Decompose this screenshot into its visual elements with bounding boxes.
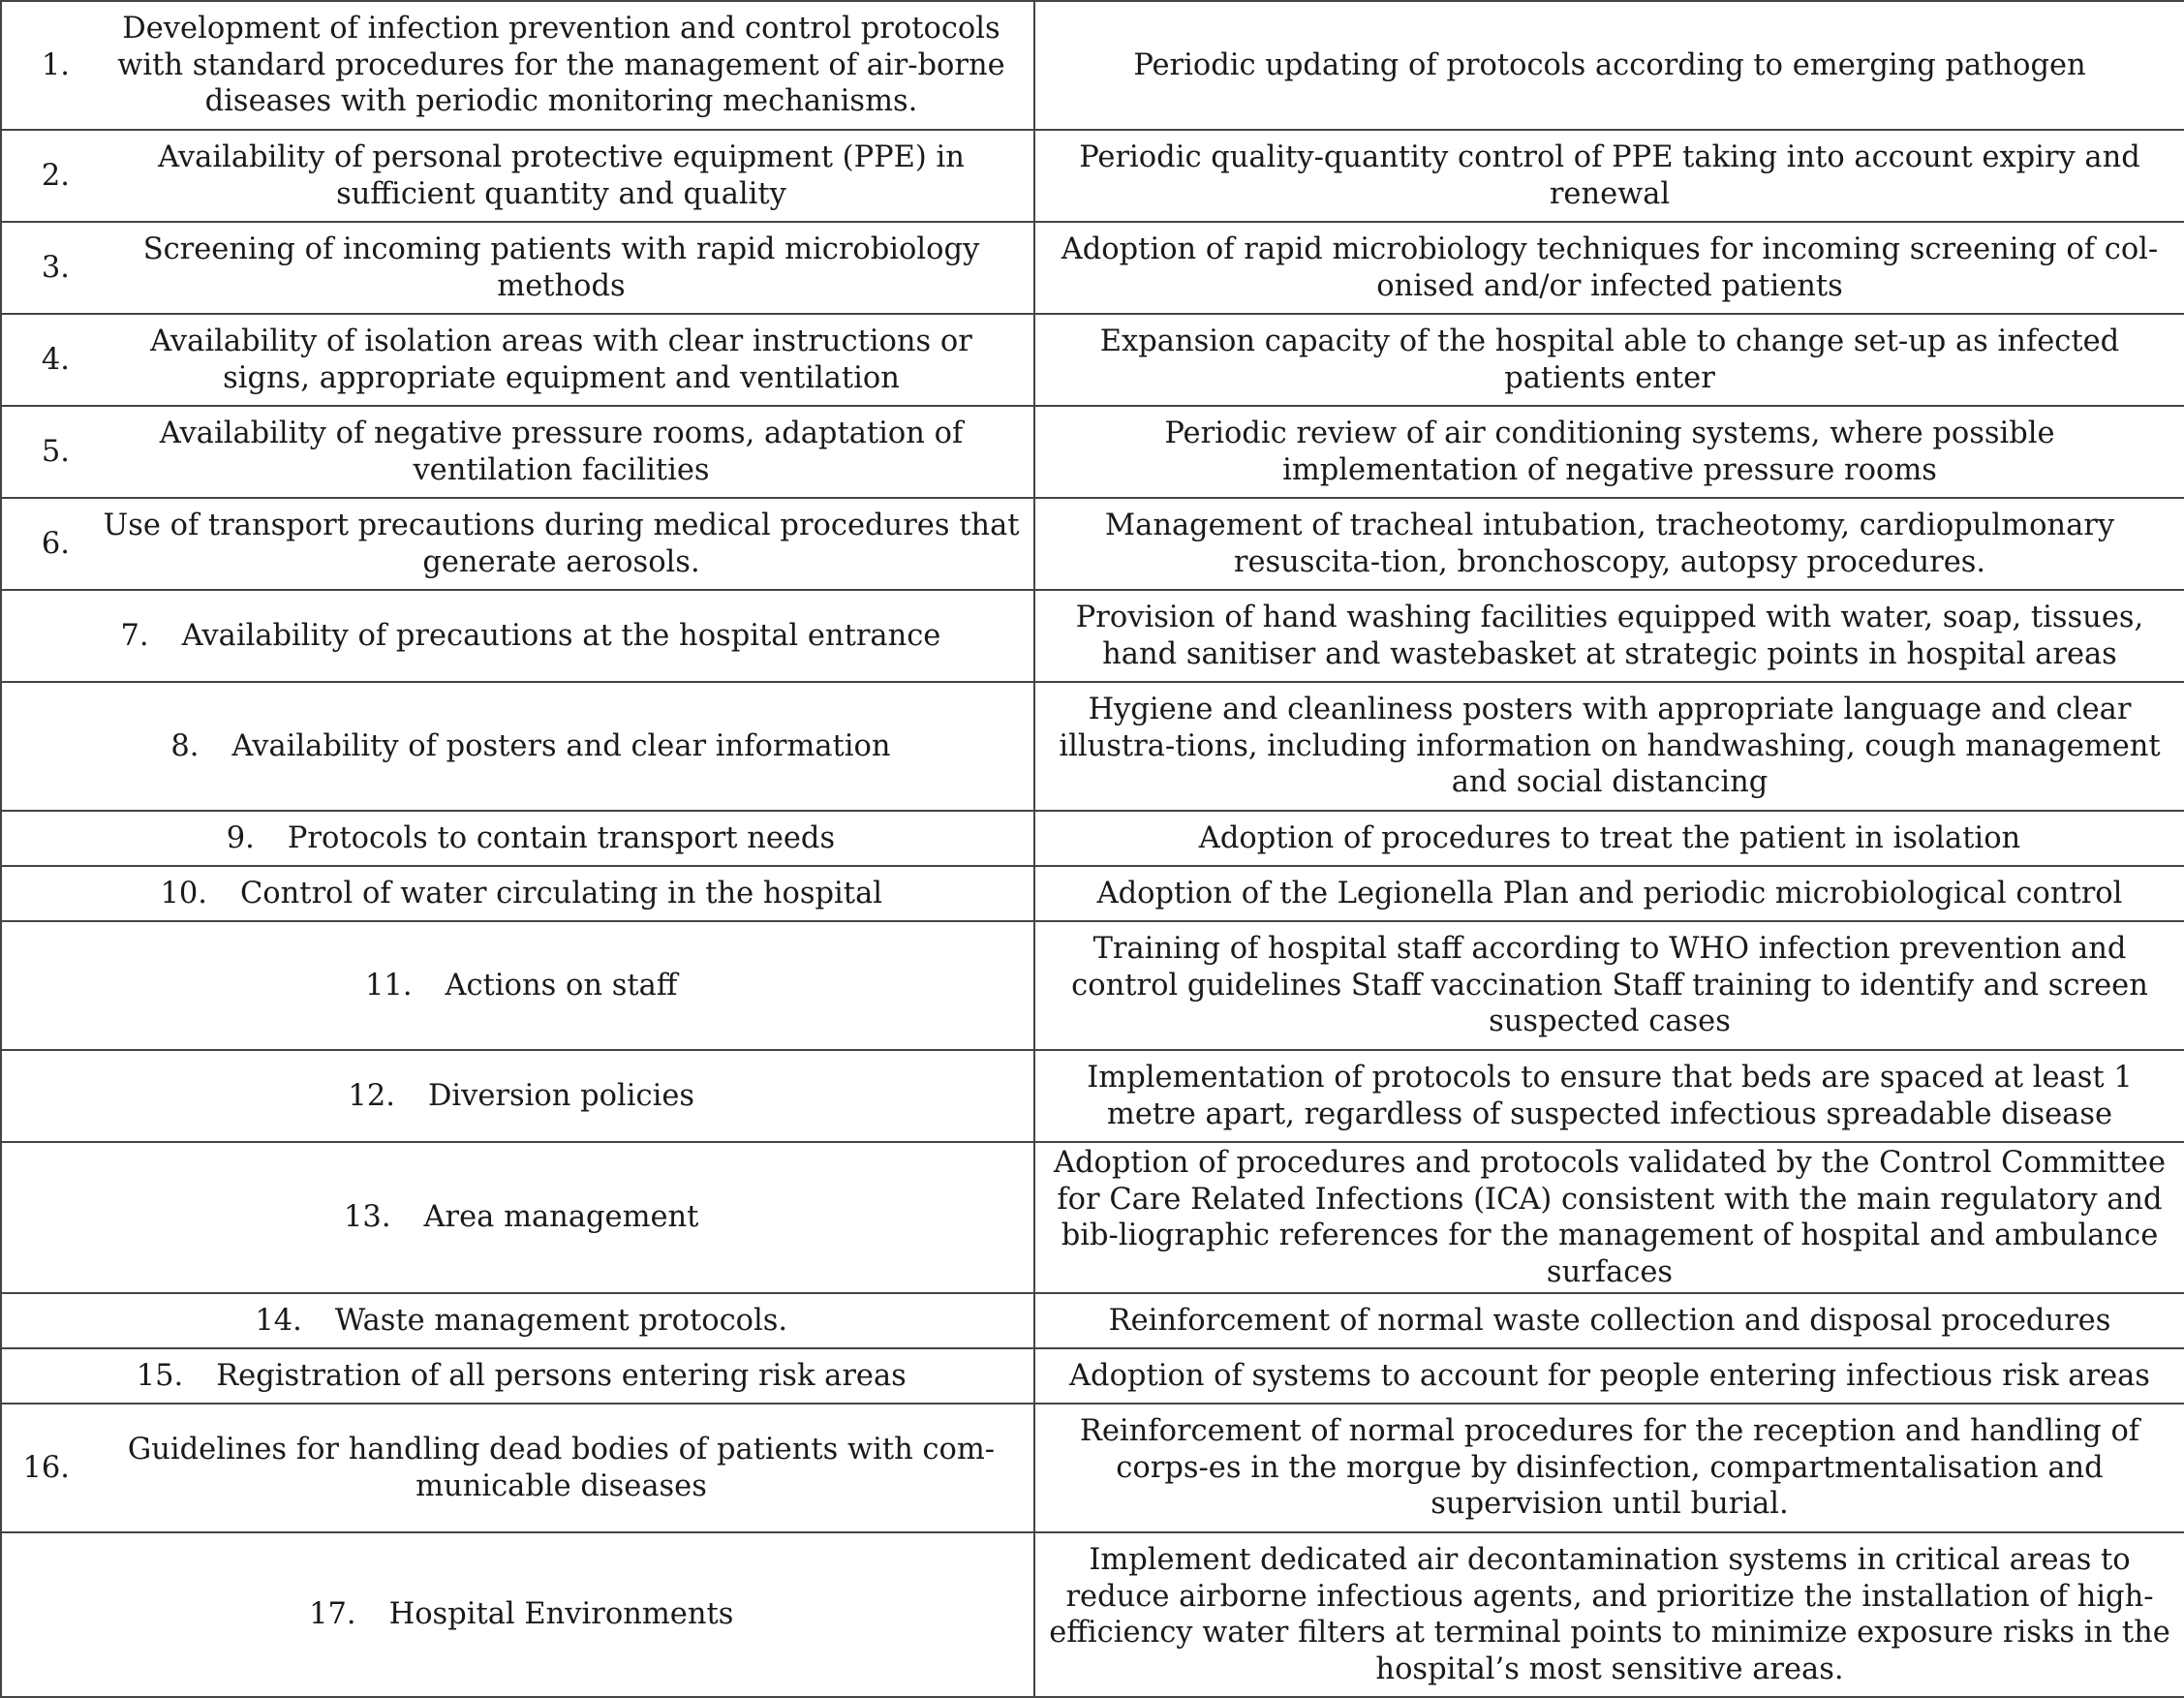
table-row: [1, 222, 2184, 314]
row-number: 6.: [41, 526, 70, 561]
row-number: 11.: [365, 968, 413, 1003]
requirement-cell: [1, 1, 1034, 130]
requirement-cell: [1, 811, 1034, 866]
table-row: [1, 1, 2184, 130]
row-number: 17.: [309, 1597, 356, 1632]
action-cell: Adoption of the Legionella Plan and periodic microbiological control: [1034, 866, 2184, 921]
requirement-cell: [1, 590, 1034, 682]
row-number: 9.: [226, 820, 255, 855]
table-row: [1, 1142, 2184, 1293]
requirement-text: Waste management protocols.: [334, 1303, 788, 1338]
requirement-text: Use of transport precautions during medical procedures that generate aerosols.: [103, 509, 1020, 579]
action-cell: Hygiene and cleanliness posters with appropriate language and clear illustra-tions, including information on handwashing, cough management and social distancing: [1034, 682, 2184, 811]
table-row: [1, 866, 2184, 921]
requirement-cell: [1, 314, 1034, 406]
action-cell: Implementation of protocols to ensure that beds are spaced at least 1 metre apart, regardless of suspected infectious spreadable disease: [1034, 1050, 2184, 1142]
action-cell: Adoption of systems to account for people entering infectious risk areas: [1034, 1348, 2184, 1404]
requirement-text: Screening of incoming patients with rapid microbiology methods: [142, 232, 980, 303]
action-cell: Adoption of procedures and protocols validated by the Control Committee for Care Related Infections (ICA) consistent with the main regulatory and bib-liographic references for the management of hospital and ambulance surfaces: [1034, 1142, 2184, 1293]
requirement-text: Availability of posters and clear information: [231, 728, 891, 763]
requirement-text: Actions on staff: [445, 968, 678, 1003]
table-row: [1, 811, 2184, 866]
table-row: [1, 682, 2184, 811]
action-cell: Periodic quality-quantity control of PPE taking into account expiry and renewal: [1034, 130, 2184, 222]
requirement-text: Availability of personal protective equipment (PPE) in sufficient quantity and quality: [158, 140, 965, 211]
table-row: [1, 1050, 2184, 1142]
row-number: 4.: [41, 342, 70, 377]
requirement-cell: [1, 1050, 1034, 1142]
action-cell: Training of hospital staff according to WHO infection prevention and control guidelines Staff vaccination Staff training to identify and screen suspected cases: [1034, 921, 2184, 1050]
requirement-cell: [1, 1532, 1034, 1697]
action-cell: Adoption of procedures to treat the patient in isolation: [1034, 811, 2184, 866]
row-number: 7.: [120, 618, 149, 653]
action-cell: Implement dedicated air decontamination systems in critical areas to reduce airborne infectious agents, and prioritize the installation of high-efficiency water filters at terminal points to minimize exposure risks in the hospital’s most sensitive areas.: [1034, 1532, 2184, 1697]
table-row: [1, 921, 2184, 1050]
requirement-cell: [1, 1404, 1034, 1532]
table-row: [1, 1293, 2184, 1348]
row-number: 3.: [41, 250, 70, 285]
requirement-text: Development of infection prevention and control protocols with standard procedures for the management of air-borne diseases with periodic monitoring mechanisms.: [117, 12, 1005, 119]
requirement-cell: [1, 222, 1034, 314]
requirement-cell: [1, 130, 1034, 222]
action-cell: Reinforcement of normal procedures for the reception and handling of corps-es in the morgue by disinfection, compartmentalisation and supervision until burial.: [1034, 1404, 2184, 1532]
table-row: [1, 1404, 2184, 1532]
row-number: 15.: [136, 1358, 184, 1393]
row-number: 14.: [255, 1303, 302, 1338]
table-row: [1, 130, 2184, 222]
requirement-cell: [1, 866, 1034, 921]
action-cell: Reinforcement of normal waste collection and disposal procedures: [1034, 1293, 2184, 1348]
row-number: 13.: [344, 1200, 391, 1235]
requirement-text: Area management: [423, 1200, 699, 1235]
row-number: 8.: [170, 728, 200, 763]
requirement-cell: [1, 1142, 1034, 1293]
row-number: 16.: [22, 1450, 70, 1485]
requirement-cell: [1, 406, 1034, 498]
row-number: 1.: [41, 47, 70, 82]
requirement-text: Guidelines for handling dead bodies of patients with com-municable diseases: [127, 1433, 996, 1503]
requirement-text: Availability of precautions at the hospital entrance: [181, 618, 941, 653]
action-cell: Expansion capacity of the hospital able to change set-up as infected patients enter: [1034, 314, 2184, 406]
table-row: [1, 590, 2184, 682]
row-number: 10.: [160, 876, 207, 911]
requirement-text: Availability of negative pressure rooms, adaptation of ventilation facilities: [159, 417, 964, 487]
requirement-text: Registration of all persons entering risk areas: [216, 1358, 907, 1393]
requirement-cell: [1, 921, 1034, 1050]
table-row: [1, 1532, 2184, 1697]
action-cell: Adoption of rapid microbiology techniques for incoming screening of col-onised and/or infected patients: [1034, 222, 2184, 314]
measures-table-body: [1, 1, 2184, 1697]
requirement-cell: [1, 1348, 1034, 1404]
requirement-text: Protocols to contain transport needs: [287, 820, 836, 855]
action-cell: Periodic updating of protocols according to emerging pathogen: [1034, 1, 2184, 130]
action-cell: Provision of hand washing facilities equipped with water, soap, tissues, hand sanitiser and wastebasket at strategic points in hospital areas: [1034, 590, 2184, 682]
requirement-cell: [1, 1293, 1034, 1348]
row-number: 2.: [41, 158, 70, 193]
requirement-text: Availability of isolation areas with clear instructions or signs, appropriate equipment and ventilation: [150, 324, 972, 395]
action-cell: Management of tracheal intubation, tracheotomy, cardiopulmonary resuscita-tion, bronchoscopy, autopsy procedures.: [1034, 498, 2184, 590]
requirement-text: Control of water circulating in the hospital: [239, 876, 883, 911]
table-row: [1, 498, 2184, 590]
requirement-cell: [1, 498, 1034, 590]
table-row: [1, 406, 2184, 498]
table-row: [1, 1348, 2184, 1404]
requirement-text: Hospital Environments: [388, 1597, 734, 1632]
table-row: [1, 314, 2184, 406]
requirement-cell: [1, 682, 1034, 811]
action-cell: Periodic review of air conditioning systems, where possible implementation of negative pressure rooms: [1034, 406, 2184, 498]
row-number: 5.: [41, 434, 70, 469]
row-number: 12.: [348, 1078, 395, 1113]
requirement-text: Diversion policies: [427, 1078, 695, 1113]
